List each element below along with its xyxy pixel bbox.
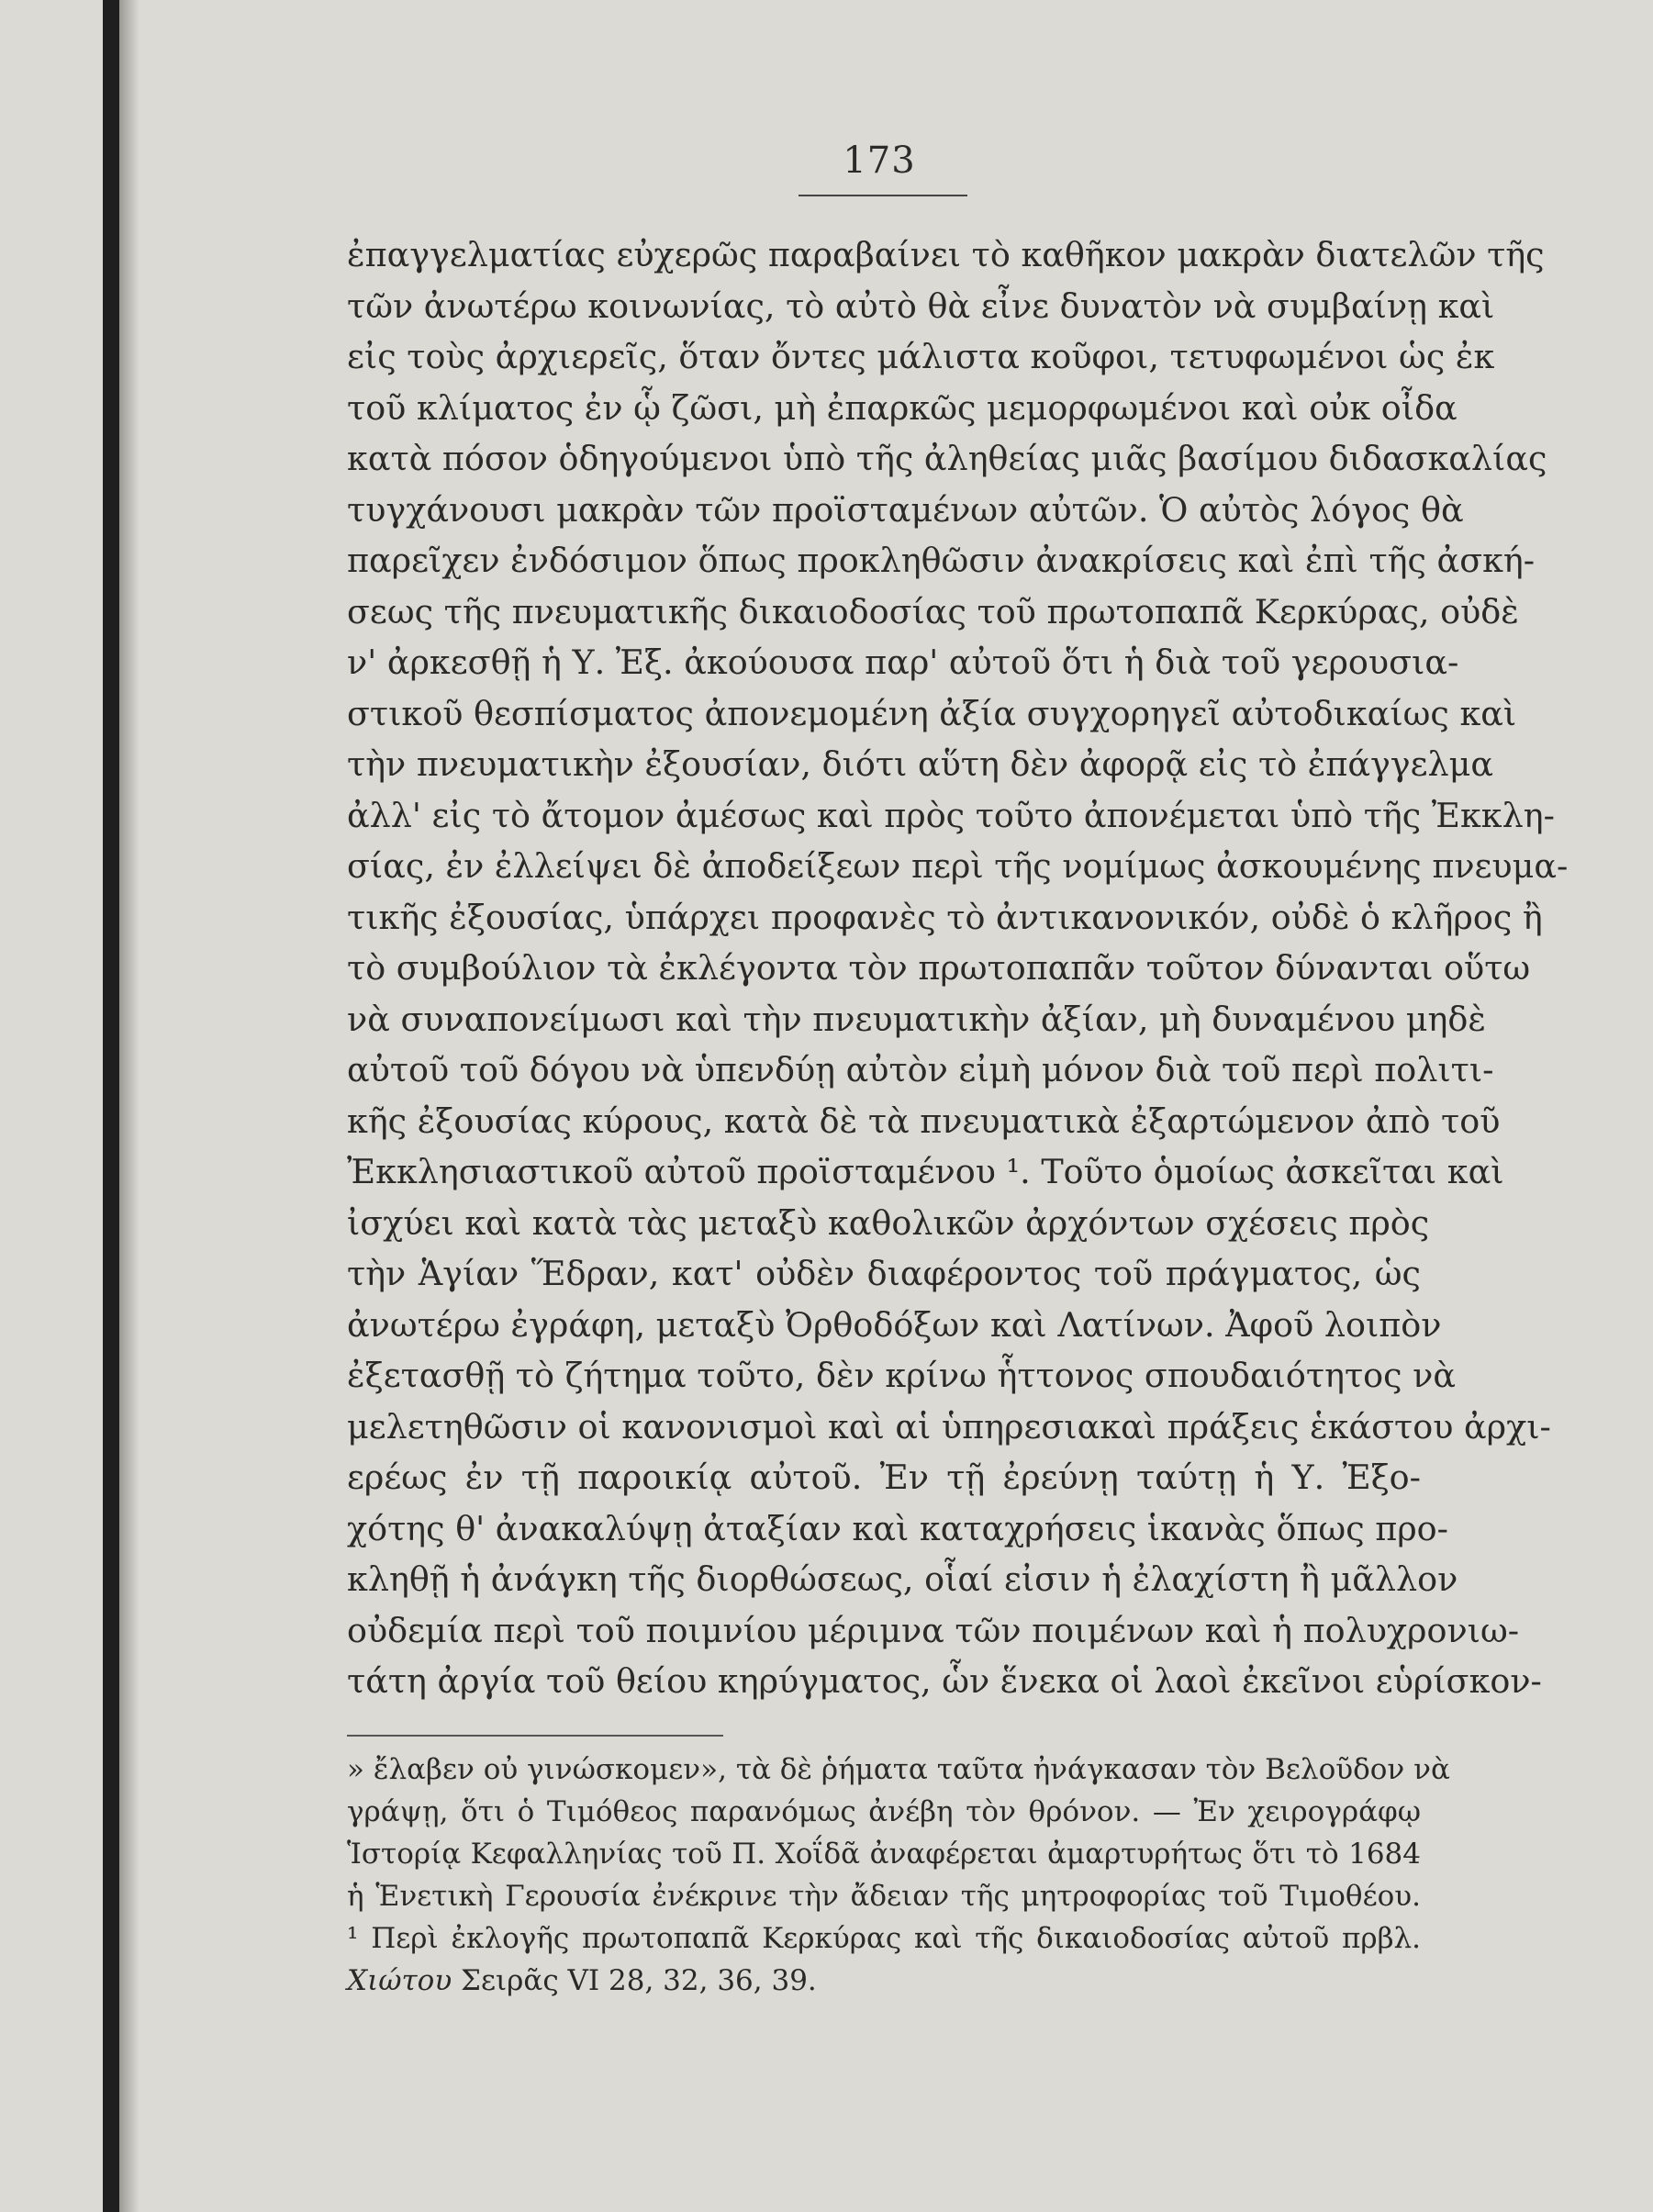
header-rule: [799, 195, 967, 196]
body-line: κατὰ πόσον ὁδηγούμενοι ὑπὸ τῆς ἀληθείας μιᾶς βασίμου διδασκαλίας: [347, 439, 1547, 478]
body-line: ἰσχύει καὶ κατὰ τὰς μεταξὺ καθολικῶν ἀρχόντων σχέσεις πρὸς: [347, 1202, 1430, 1243]
footnote-line: ἡ Ἑνετικὴ Γερουσία ἐνέκρινε τὴν ἄδειαν τῆς μητροφορίας τοῦ Τιμοθέου.: [347, 1880, 1421, 1913]
body-line: σίας, ἐν ἐλλείψει δὲ ἀποδείξεων περὶ τῆς νομίμως ἀσκουμένης πνευμα-: [347, 846, 1569, 886]
body-line: νὰ συναπονείμωσι καὶ τὴν πνευματικὴν ἀξίαν, μὴ δυναμένου μηδὲ: [347, 999, 1486, 1039]
footnote-line: γράψῃ, ὅτι ὁ Τιμόθεος παρανόμως ἀνέβη τὸν θρόνον. — Ἐν χειρογράφῳ: [347, 1795, 1421, 1828]
binding-edge: [103, 0, 119, 2212]
body-line: χότης θ' ἀνακαλύψῃ ἀταξίαν καὶ καταχρήσεις ἱκανὰς ὅπως προ-: [347, 1508, 1448, 1548]
body-line: τῶν ἀνωτέρω κοινωνίας, τὸ αὐτὸ θὰ εἶνε δυνατὸν νὰ συμβαίνῃ καὶ: [347, 285, 1495, 326]
page-number: 173: [843, 140, 916, 182]
footnote-rule: [347, 1735, 723, 1737]
body-line: ἀλλ' εἰς τὸ ἄτομον ἀμέσως καὶ πρὸς τοῦτο ἀπονέμεται ὑπὸ τῆς Ἐκκλη-: [347, 795, 1555, 835]
body-line: κῆς ἐξουσίας κύρους, κατὰ δὲ τὰ πνευματικὰ ἐξαρτώμενον ἀπὸ τοῦ: [347, 1100, 1501, 1141]
body-line: ἐξετασθῇ τὸ ζήτημα τοῦτο, δὲν κρίνω ἧττονος σπουδαιότητος νὰ: [347, 1356, 1456, 1395]
body-line: ερέως ἐν τῇ παροικίᾳ αὐτοῦ. Ἐν τῇ ἐρεύνῃ ταύτῃ ἡ Υ. Ἐξο-: [347, 1458, 1421, 1497]
footnote-citation: [347, 1960, 1421, 2002]
binding-shadow: [119, 0, 140, 2212]
body-line: αὐτοῦ τοῦ δόγου νὰ ὑπενδύῃ αὐτὸν εἰμὴ μόνον διὰ τοῦ περὶ πολιτι-: [347, 1050, 1494, 1089]
footnote-line: Ἱστορίᾳ Κεφαλληνίας τοῦ Π. Χοΐδᾶ ἀναφέρεται ἀμαρτυρήτως ὅτι τὸ 1684: [347, 1838, 1421, 1871]
body-line: τοῦ κλίματος ἐν ᾧ ζῶσι, μὴ ἐπαρκῶς μεμορφωμένοι καὶ οὐκ οἶδα: [347, 387, 1458, 428]
body-line: στικοῦ θεσπίσματος ἀπονεμομένη ἀξία συγχορηγεῖ αὐτοδικαίως καὶ: [347, 693, 1517, 733]
body-line: ν' ἀρκεσθῇ ἡ Υ. Ἐξ. ἀκούουσα παρ' αὐτοῦ ὅτι ἡ διὰ τοῦ γερουσια-: [347, 642, 1459, 682]
body-line: εἰς τοὺς ἀρχιερεῖς, ὅταν ὄντες μάλιστα κοῦφοι, τετυφωμένοι ὡς ἐκ: [347, 337, 1495, 376]
footnote-line: » ἔλαβεν οὐ γινώσκομεν», τὰ δὲ ῥήματα ταῦτα ἠνάγκασαν τὸν Βελοῦδον νὰ: [347, 1753, 1450, 1786]
footnote-line: ¹ Περὶ ἐκλογῆς πρωτοπαπᾶ Κερκύρας καὶ τῆς δικαιοδοσίας αὐτοῦ πρβλ.: [347, 1922, 1421, 1955]
body-line: κληθῇ ἡ ἀνάγκη τῆς διορθώσεως, οἷαί εἰσιν ἡ ἐλαχίστη ἢ μᾶλλον: [347, 1559, 1458, 1599]
body-line: μελετηθῶσιν οἱ κανονισμοὶ καὶ αἱ ὑπηρεσιακαὶ πράξεις ἑκάστου ἀρχι-: [347, 1406, 1551, 1447]
body-line: οὐδεμία περὶ τοῦ ποιμνίου μέριμνα τῶν ποιμένων καὶ ἡ πολυχρονιω-: [347, 1610, 1520, 1650]
body-text: [347, 229, 1569, 1707]
body-line: ἀνωτέρω ἐγράφη, μεταξὺ Ὀρθοδόξων καὶ Λατίνων. Ἀφοῦ λοιπὸν: [347, 1304, 1442, 1345]
body-line: Ἐκκλησιαστικοῦ αὐτοῦ προϊσταμένου ¹. Τοῦτο ὁμοίως ἀσκεῖται καὶ: [347, 1152, 1504, 1191]
body-line: παρεῖχεν ἐνδόσιμον ὅπως προκληθῶσιν ἀνακρίσεις καὶ ἐπὶ τῆς ἀσκή-: [347, 541, 1536, 580]
body-line: τάτη ἀργία τοῦ θείου κηρύγματος, ὧν ἕνεκα οἱ λαοὶ ἐκεῖνοι εὑρίσκον-: [347, 1661, 1542, 1701]
footnote-citation-rest: Σειρᾶς VI 28, 32, 36, 39.: [452, 1964, 817, 1997]
footnotes: [347, 1748, 1450, 2002]
body-line: τυγχάνουσι μακρὰν τῶν προϊσταμένων αὐτῶν. Ὁ αὐτὸς λόγος θὰ: [347, 489, 1464, 530]
body-line: τικῆς ἐξουσίας, ὑπάρχει προφανὲς τὸ ἀντικανονικόν, οὐδὲ ὁ κλῆρος ἢ: [347, 897, 1543, 937]
footnote-citation-author: Χιώτου: [347, 1964, 452, 1997]
body-line: τὸ συμβούλιον τὰ ἐκλέγοντα τὸν πρωτοπαπᾶν τοῦτον δύνανται οὕτω: [347, 948, 1531, 988]
body-line: τὴν πνευματικὴν ἐξουσίαν, διότι αὕτη δὲν ἀφορᾷ εἰς τὸ ἐπάγγελμα: [347, 744, 1494, 784]
body-line: σεως τῆς πνευματικῆς δικαιοδοσίας τοῦ πρωτοπαπᾶ Κερκύρας, οὐδὲ: [347, 591, 1519, 631]
body-line: ἐπαγγελματίας εὐχερῶς παραβαίνει τὸ καθῆκον μακρὰν διατελῶν τῆς: [347, 235, 1545, 274]
body-line: τὴν Ἁγίαν Ἕδραν, κατ' οὐδὲν διαφέροντος τοῦ πράγματος, ὡς: [347, 1254, 1421, 1293]
